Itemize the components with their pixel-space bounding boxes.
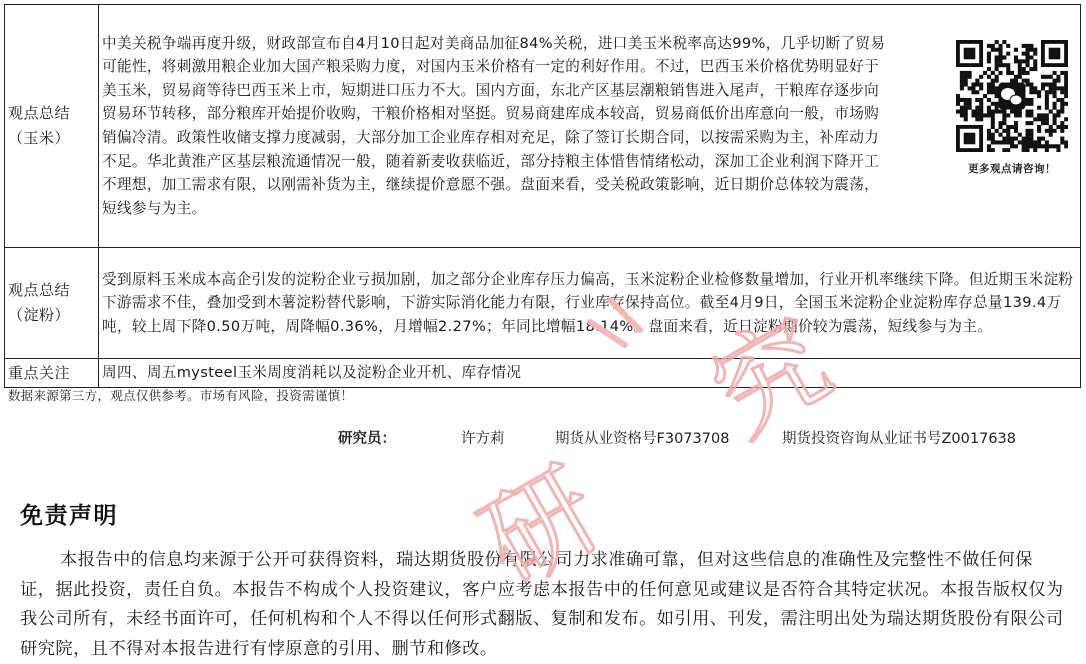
researcher-consulting-license: 期货投资咨询从业证书号Z0017638 [782, 431, 1017, 447]
researcher-label: 研究员： [338, 431, 396, 447]
table-row [5, 359, 1081, 388]
qr-code-block [953, 40, 1071, 182]
corn-summary-text: 中美关税争端再度升级，财政部宣布自4月10日起对美商品加征84%关税，进口美玉米税率高达99%，几乎切断了贸易可能性，将刺激用粮企业加大国产粮采购力度，对国内玉米价格有一定的利好作用。不过，巴西玉米价格优势明显好于美玉米，贸易商等待巴西玉米上市，短期进口压力不大。国内方面，东北产区基层潮粮销售进入尾声，干粮库存逐步向贸易环节转移，部分粮库开始提价收购，干粮价格相对坚挺。贸易商建库成本较高，贸易商低价出库意向一般，市场购销偏冷清。政策性收储支撑力度减弱，大部分加工企业库存相对充足，除了签订长期合同，以按需采购为主，补库动力不足。华北黄淮产区基层粮流通情况一般，随着新麦收获临近，部分持粮主体惜售情绪松动，深加工企业利润下降开工不理想，加工需求有限，以刚需补货为主，继续提价意愿不强。盘面来看，受关税政策影响，近日期价总体较为震荡，短线参与为主。 [102, 34, 886, 217]
researcher-qualification: 期货从业资格号F3073708 [555, 431, 730, 447]
watermark-char: 研 [461, 444, 621, 611]
disclaimer-body: 本报告中的信息均来源于公开可获得资料，瑞达期货股份有限公司力求准确可靠，但对这些信息的准确性及完整性不做任何保证，据此投资，责任自负。本报告不构成个人投资建议，客户应考虑本报告中的任何意见或建议是否符合其特定状况。本报告版权仅为我公司所有，未经书面许可，任何机构和个人不得以任何形式翻版、复制和发布。如引用、刊发，需注明出处为瑞达期货股份有限公司研究院，且不得对本报告进行有悖原意的引用、删节和修改。 [20, 550, 1064, 659]
row-label-starch: 观点总结（淀粉） [5, 248, 99, 359]
viewpoint-table [4, 4, 1081, 388]
row-label-focus: 重点关注 [5, 359, 99, 388]
table-row [5, 248, 1081, 359]
watermark-char: 究 [691, 294, 851, 461]
disclaimer-title: 免责声明 [20, 503, 118, 529]
row-content-corn [99, 5, 1081, 248]
row-content-starch: 受到原料玉米成本高企引发的淀粉企业亏损加剧，加之部分企业库存压力偏高，玉米淀粉企业检修数量增加，行业开机率继续下降。但近期玉米淀粉下游需求不佳，叠加受到木薯淀粉替代影响，下游实际消化能力有限，行业库存保持高位。截至4月9日，全国玉米淀粉企业淀粉库存总量139.4万吨，较上周下降0.50万吨，周降幅0.36%，月增幅2.27%；年同比增幅18.14%。盘面来看，近日淀粉期价较为震荡，短线参与为主。 [99, 248, 1081, 359]
row-label-corn: 观点总结（玉米） [5, 5, 99, 248]
researcher-name: 许方莉 [461, 431, 505, 447]
qr-caption: 更多观点请咨询！ [968, 162, 1056, 175]
source-note: 数据来源第三方，观点仅供参考。市场有风险，投资需谨慎！ [8, 388, 354, 403]
wechat-qr-code [956, 40, 1068, 152]
table-row [5, 5, 1081, 248]
row-content-focus: 周四、周五mysteel玉米周度消耗以及淀粉企业开机、库存情况 [99, 359, 1081, 388]
